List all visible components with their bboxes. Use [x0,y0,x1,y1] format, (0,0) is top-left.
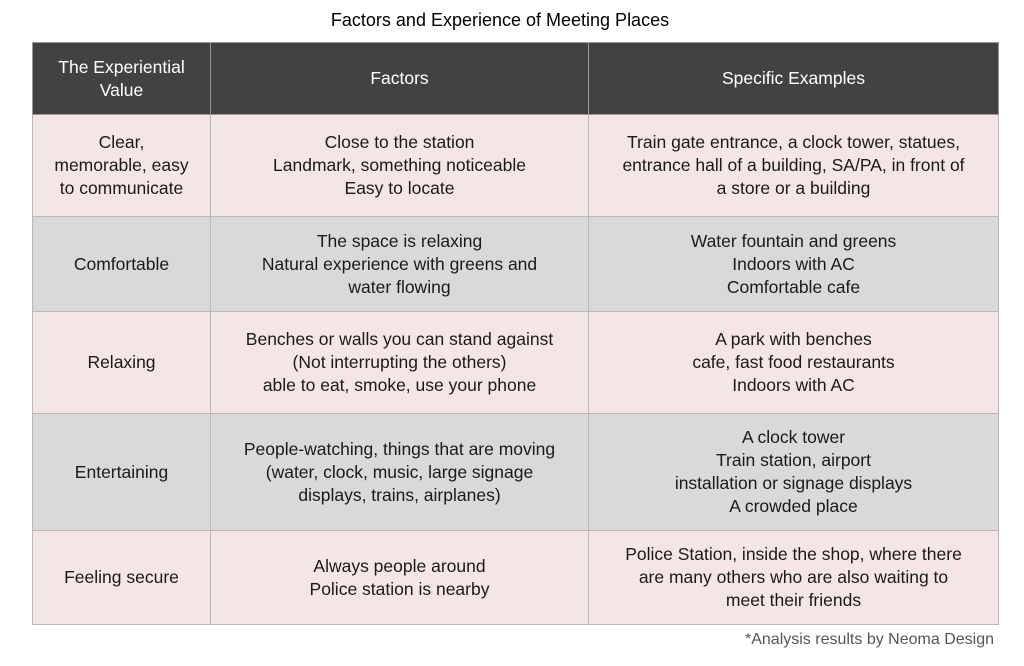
header-experiential-value: The Experiential Value [33,43,211,115]
table-row [33,115,999,217]
examples-cell: A clock tower Train station, airport installation or signage displays A crowded place [589,414,999,531]
value-cell: Feeling secure [33,531,211,625]
table-row [33,414,999,531]
factors-cell: Benches or walls you can stand against (Not interrupting the others) able to eat, smoke, use your phone [211,312,589,414]
factors-cell: Always people around Police station is nearby [211,531,589,625]
value-cell: Relaxing [33,312,211,414]
table-title: Factors and Experience of Meeting Places [330,10,670,30]
table-row [33,217,999,312]
examples-cell: Police Station, inside the shop, where there are many others who are also waiting to meet their friends [589,531,999,625]
factors-cell: Close to the station Landmark, something noticeable Easy to locate [211,115,589,217]
value-cell: Comfortable [33,217,211,312]
examples-cell: Train gate entrance, a clock tower, statues, entrance hall of a building, SA/PA, in front of a store or a building [589,115,999,217]
examples-cell: Water fountain and greens Indoors with AC Comfortable cafe [589,217,999,312]
meeting-places-table [32,42,999,625]
factors-cell: The space is relaxing Natural experience with greens and water flowing [211,217,589,312]
value-cell: Clear, memorable, easy to communicate [33,115,211,217]
examples-cell: A park with benches cafe, fast food restaurants Indoors with AC [589,312,999,414]
header-row [33,43,999,115]
footnote: *Analysis results by Neoma Design [745,631,994,648]
value-cell: Entertaining [33,414,211,531]
table-row [33,312,999,414]
factors-cell: People-watching, things that are moving (water, clock, music, large signage displays, trains, airplanes) [211,414,589,531]
table-row [33,531,999,625]
header-specific-examples: Specific Examples [589,43,999,115]
header-factors: Factors [211,43,589,115]
